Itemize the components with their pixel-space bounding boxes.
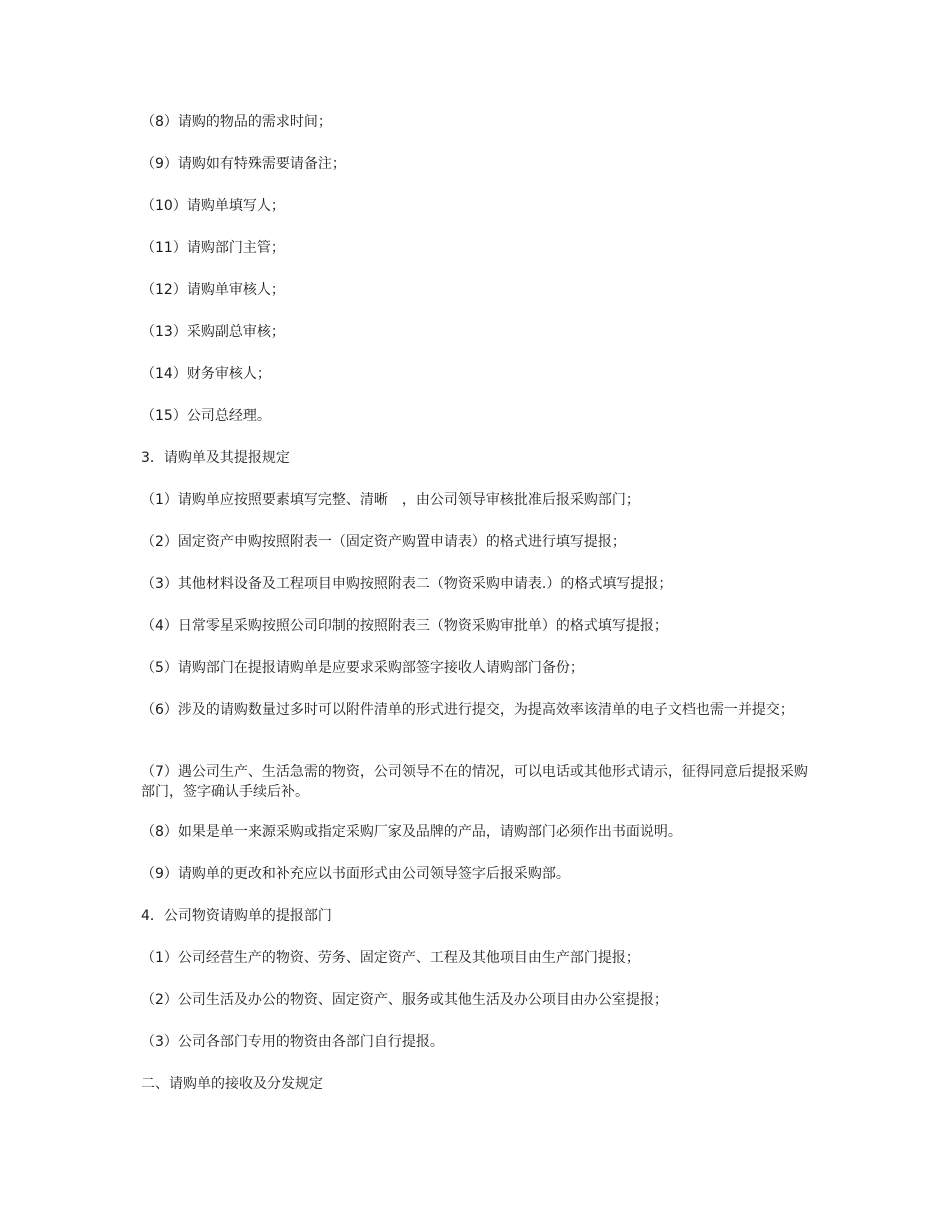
list-item-15-general-manager: （15）公司总经理。 <box>141 408 271 424</box>
dept-item-3: （3）公司各部门专用的物资由各部门自行提报。 <box>141 1034 444 1050</box>
chapter-heading-2: 二、请购单的接收及分发规定 <box>141 1076 323 1092</box>
list-item-12-reviewer: （12）请购单审核人； <box>141 282 285 298</box>
list-item-11-dept-head: （11）请购部门主管； <box>141 240 285 256</box>
dept-item-1: （1）公司经营生产的物资、劳务、固定资产、工程及其他项目由生产部门提报； <box>141 950 640 966</box>
section-heading-3: 3．请购单及其提报规定 <box>141 450 290 466</box>
list-item-9-special-note: （9）请购如有特殊需要请备注； <box>141 156 346 172</box>
rule-item-3: （3）其他材料设备及工程项目申购按照附表二（物资采购申请表.）的格式填写提报； <box>141 576 673 592</box>
list-item-8-need-time: （8）请购的物品的需求时间； <box>141 114 332 130</box>
list-item-14-finance-review: （14）财务审核人； <box>141 366 271 382</box>
section-heading-4: 4．公司物资请购单的提报部门 <box>141 908 332 924</box>
rule-item-5: （5）请购部门在提报请购单是应要求采购部签字接收人请购部门备份； <box>141 660 584 676</box>
list-item-13-vp-review: （13）采购副总审核； <box>141 324 285 340</box>
rule-item-7: （7）遇公司生产、生活急需的物资，公司领导不在的情况，可以电话或其他形式请示，征得同意后提报采购部门，签字确认手续后补。 <box>141 764 808 800</box>
rule-item-1: （1）请购单应按照要素填写完整、清晰 ，由公司领导审核批准后报采购部门； <box>141 492 640 508</box>
rule-item-8: （8）如果是单一来源采购或指定采购厂家及品牌的产品，请购部门必须作出书面说明。 <box>141 824 682 840</box>
rule-item-6: （6）涉及的请购数量过多时可以附件清单的形式进行提交，为提高效率该清单的电子文档也需一并提交； <box>141 702 794 718</box>
dept-item-2: （2）公司生活及办公的物资、固定资产、服务或其他生活及办公项目由办公室提报； <box>141 992 668 1008</box>
rule-item-4: （4）日常零星采购按照公司印制的按照附表三（物资采购审批单）的格式填写提报； <box>141 618 668 634</box>
rule-item-9: （9）请购单的更改和补充应以书面形式由公司领导签字后报采购部。 <box>141 866 570 882</box>
rule-item-2: （2）固定资产申购按照附表一（固定资产购置申请表）的格式进行填写提报； <box>141 534 626 550</box>
list-item-10-filler: （10）请购单填写人； <box>141 198 285 214</box>
